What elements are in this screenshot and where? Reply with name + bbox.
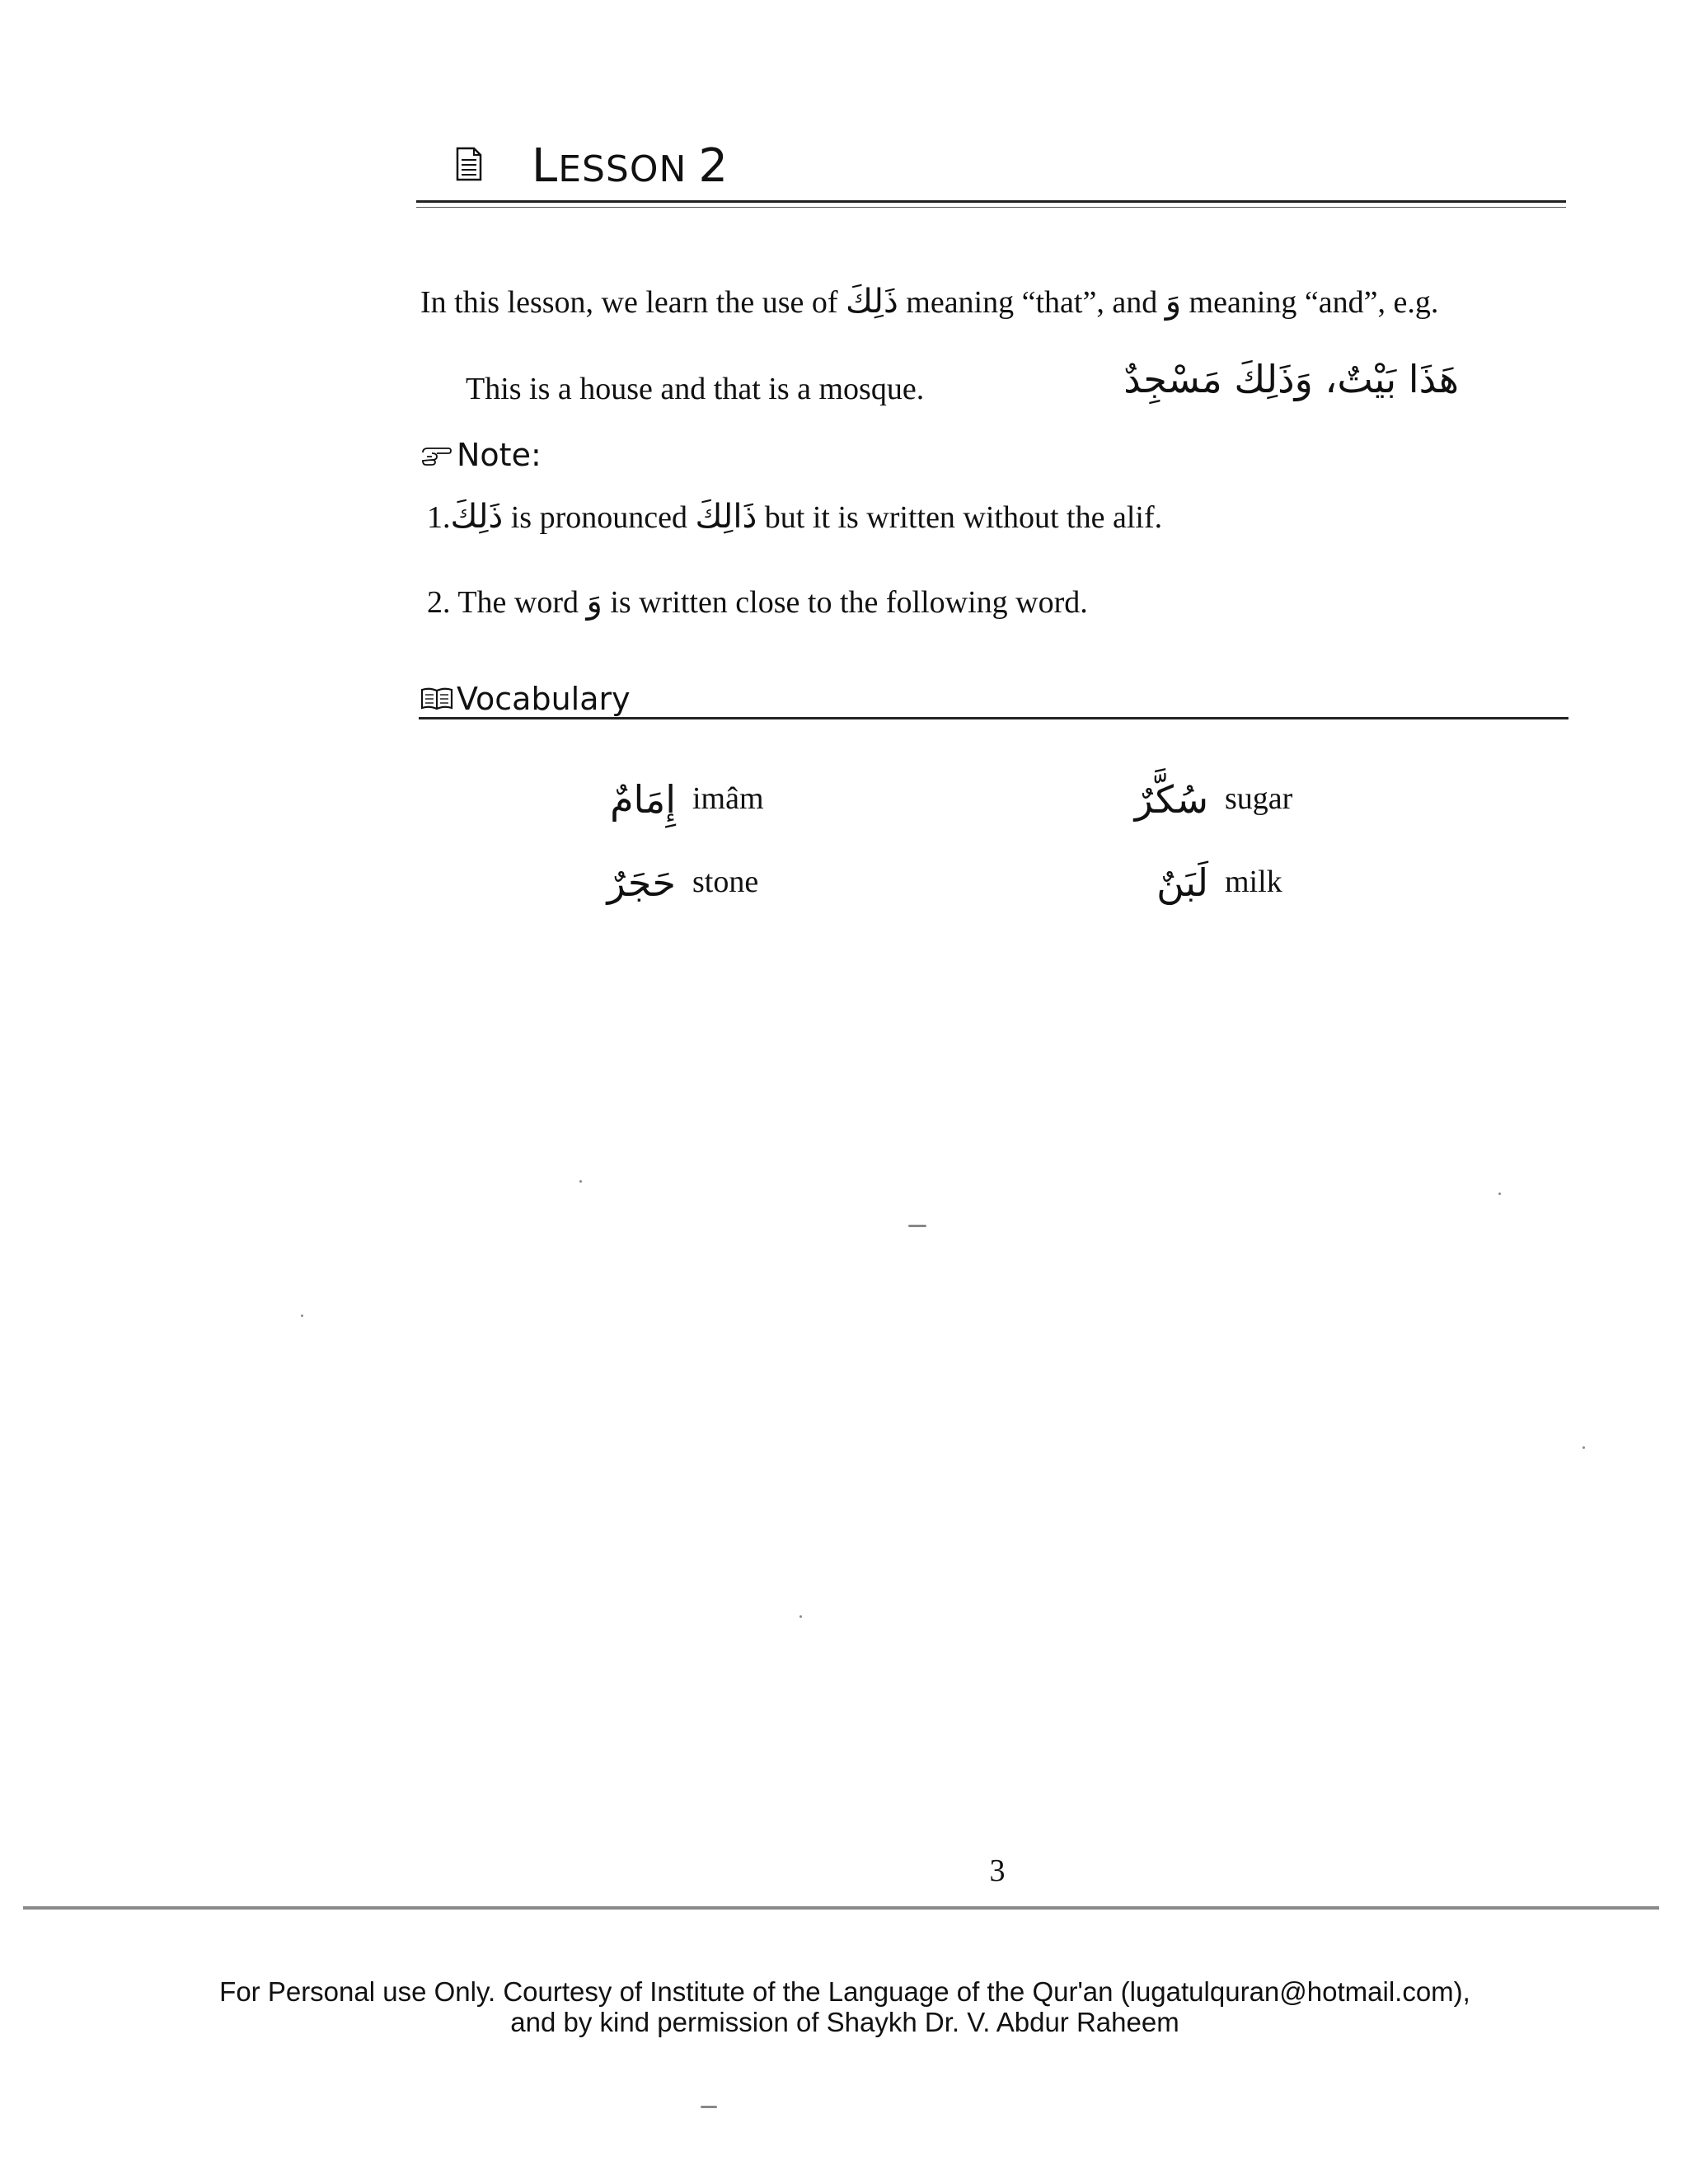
vocabulary-arabic: إِمَامٌ (610, 777, 676, 822)
note-item-2 (427, 577, 1088, 627)
pointing-hand-icon (420, 444, 453, 466)
open-book-icon (420, 687, 453, 711)
note-item-1 (427, 492, 1162, 542)
vocabulary-item (1076, 854, 1406, 912)
vocabulary-label: Vocabulary (457, 681, 631, 717)
footer-divider (23, 1906, 1659, 1910)
scan-speck (301, 1315, 303, 1317)
vocabulary-arabic: لَبَنٌ (1156, 860, 1208, 905)
note-item-number: 2. (427, 585, 451, 620)
vocabulary-item (1076, 771, 1406, 828)
example-english: This is a house and that is a mosque. (466, 372, 925, 406)
vocabulary-english: stone (692, 865, 759, 899)
vocabulary-english: imâm (692, 781, 764, 816)
scan-speck (1498, 1193, 1501, 1195)
vocabulary-item (544, 854, 874, 912)
page-number: 3 (989, 1854, 1006, 1888)
vocabulary-arabic: حَجَرٌ (607, 860, 676, 905)
lesson-title (532, 140, 729, 196)
note-label: Note: (457, 437, 542, 473)
note-arabic-written: ذَلِكَ (450, 498, 504, 536)
note-text: is pronounced (503, 500, 696, 535)
lesson-title-initial: L (532, 139, 559, 193)
note-text: is written close to the following word. (602, 585, 1088, 620)
intro-arabic-and: وَ (1165, 283, 1182, 321)
intro-text-1: In this lesson, we learn the use of (420, 285, 846, 320)
scan-speck (701, 2106, 717, 2108)
note-heading (420, 430, 542, 480)
intro-text-3: meaning “and”, e.g. (1181, 285, 1439, 320)
example-arabic: هَذَا بَيْتٌ، وَذَلِكَ مَسْجِدٌ (1123, 357, 1459, 401)
lesson-title-rest: ESSON (558, 148, 687, 190)
vocabulary-english: milk (1225, 865, 1282, 899)
footer-notice (82, 1976, 1607, 2037)
footer-line-1: For Personal use Only. Courtesy of Institute of the Language of the Qur'an (lugatulquran@hotmail.com), (219, 1976, 1470, 2007)
vocabulary-item (544, 771, 874, 828)
scan-speck (1582, 1446, 1585, 1449)
note-text: The word (450, 585, 587, 620)
scan-speck (908, 1225, 926, 1227)
note-arabic-pronounced: ذَالِكَ (695, 498, 757, 536)
note-arabic-and: وَ (586, 583, 603, 621)
vocabulary-arabic: سُكَّرٌ (1134, 777, 1208, 822)
vocabulary-heading (420, 674, 631, 724)
intro-text-2: meaning “that”, and (898, 285, 1165, 320)
scan-speck (579, 1180, 582, 1183)
document-icon (456, 147, 482, 181)
scan-speck (799, 1615, 802, 1618)
header-divider-thin (416, 207, 1566, 208)
note-item-number: 1. (427, 500, 451, 535)
lesson-header (456, 134, 1568, 199)
vocabulary-divider (419, 717, 1568, 719)
intro-paragraph (420, 277, 1574, 327)
note-text: but it is written without the alif. (757, 500, 1163, 535)
header-divider (416, 200, 1566, 203)
vocabulary-english: sugar (1225, 781, 1293, 816)
footer-line-2: and by kind permission of Shaykh Dr. V. Abdur Raheem (510, 2007, 1179, 2037)
lesson-number: 2 (698, 139, 729, 193)
intro-arabic-that: ذَلِكَ (846, 283, 898, 321)
